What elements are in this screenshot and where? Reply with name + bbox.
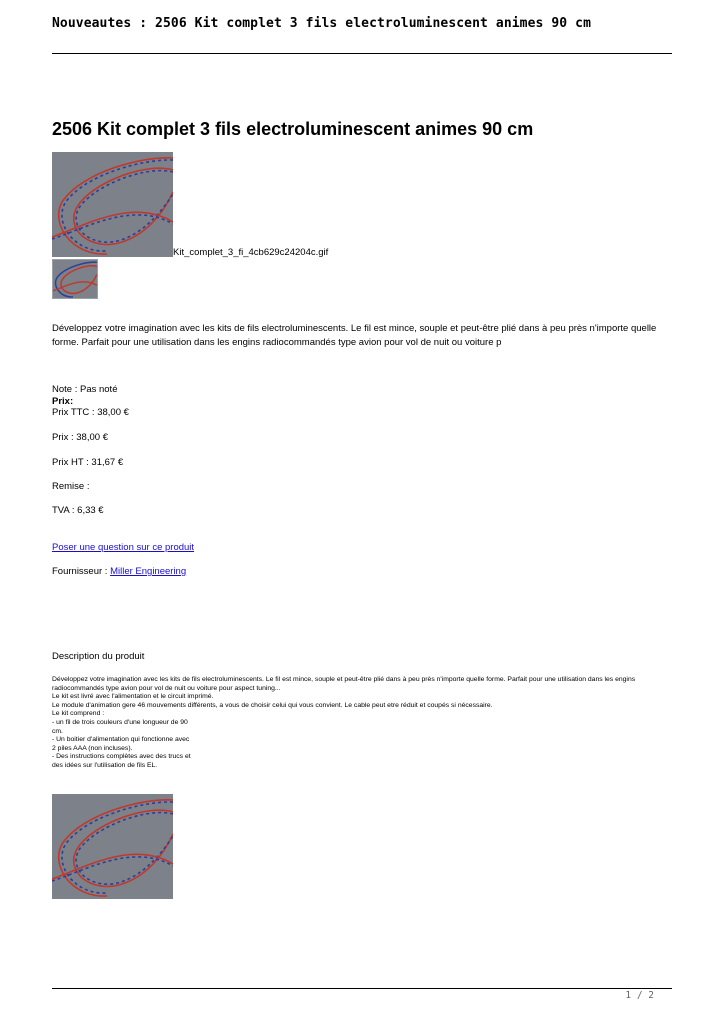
image-filename: Kit_complet_3_fi_4cb629c24204c.gif <box>173 247 329 258</box>
page-header <box>52 16 672 54</box>
product-intro: Développez votre imagination avec les kits de fils electroluminescents. Le fil est mince, souple et peut-être plié dans à peu près n'importe quelle forme. Parfait pour une utilisation dans les engins radiocommandés type avion pour vol de nuit ou voiture p <box>52 323 657 348</box>
description-line: Développez votre imagination avec les kits de fils electroluminescents. Le fil est mince, souple et peut-être plié dans à peu près n'importe quelle forme. Parfait pour une utilisation dans les engins radiocommandés type avion pour vol de nuit ou voiture pour aspect tuning... <box>52 676 636 692</box>
note-text: Note : Pas noté <box>52 384 118 395</box>
supplier-line <box>52 566 186 577</box>
question-link-wrap <box>52 542 194 553</box>
supplier-link[interactable]: Miller Engineering <box>110 566 187 577</box>
product-thumbnail[interactable] <box>52 259 98 299</box>
kit-item: - Des instructions complètes avec des trucs et des idées sur l'utilisation de fils EL. <box>52 753 191 769</box>
kit-item: - un fil de trois couleurs d'une longueur de 90 cm. <box>52 718 188 735</box>
tva: TVA : 6,33 € <box>52 505 104 516</box>
ask-question-link[interactable]: Poser une question sur ce produit <box>52 542 195 553</box>
description-body <box>52 676 672 771</box>
header-title: Nouveautes : 2506 Kit complet 3 fils electroluminescent animes 90 cm <box>52 16 592 31</box>
description-image[interactable] <box>52 794 173 899</box>
prix-label-wrap <box>52 396 73 407</box>
description-title: Description du produit <box>52 651 145 662</box>
description-line: Le module d'animation gere 46 mouvements différents, a vous de choisir celui qui vous convient. Le cable peut etre réduit et coupés si nécessaire. <box>52 701 493 709</box>
kit-item: - Un boitier d'alimentation qui fonctionne avec 2 piles AAA (non incluses). <box>52 736 190 752</box>
prix: Prix : 38,00 € <box>52 432 108 443</box>
product-title: 2506 Kit complet 3 fils electroluminescent animes 90 cm <box>52 119 534 139</box>
remise: Remise : <box>52 481 90 492</box>
description-line: Le kit comprend : <box>52 710 105 718</box>
prix-label: Prix: <box>52 396 74 407</box>
prix-ttc: Prix TTC : 38,00 € <box>52 407 129 418</box>
prix-ht: Prix HT : 31,67 € <box>52 457 124 468</box>
page-number: 1 / 2 <box>625 990 654 1001</box>
description-line: Le kit est livré avec l'alimentation et le circuit imprimé. <box>52 693 214 701</box>
product-image[interactable] <box>52 152 173 257</box>
page-footer <box>52 988 672 1001</box>
supplier-label: Fournisseur : <box>52 566 108 577</box>
